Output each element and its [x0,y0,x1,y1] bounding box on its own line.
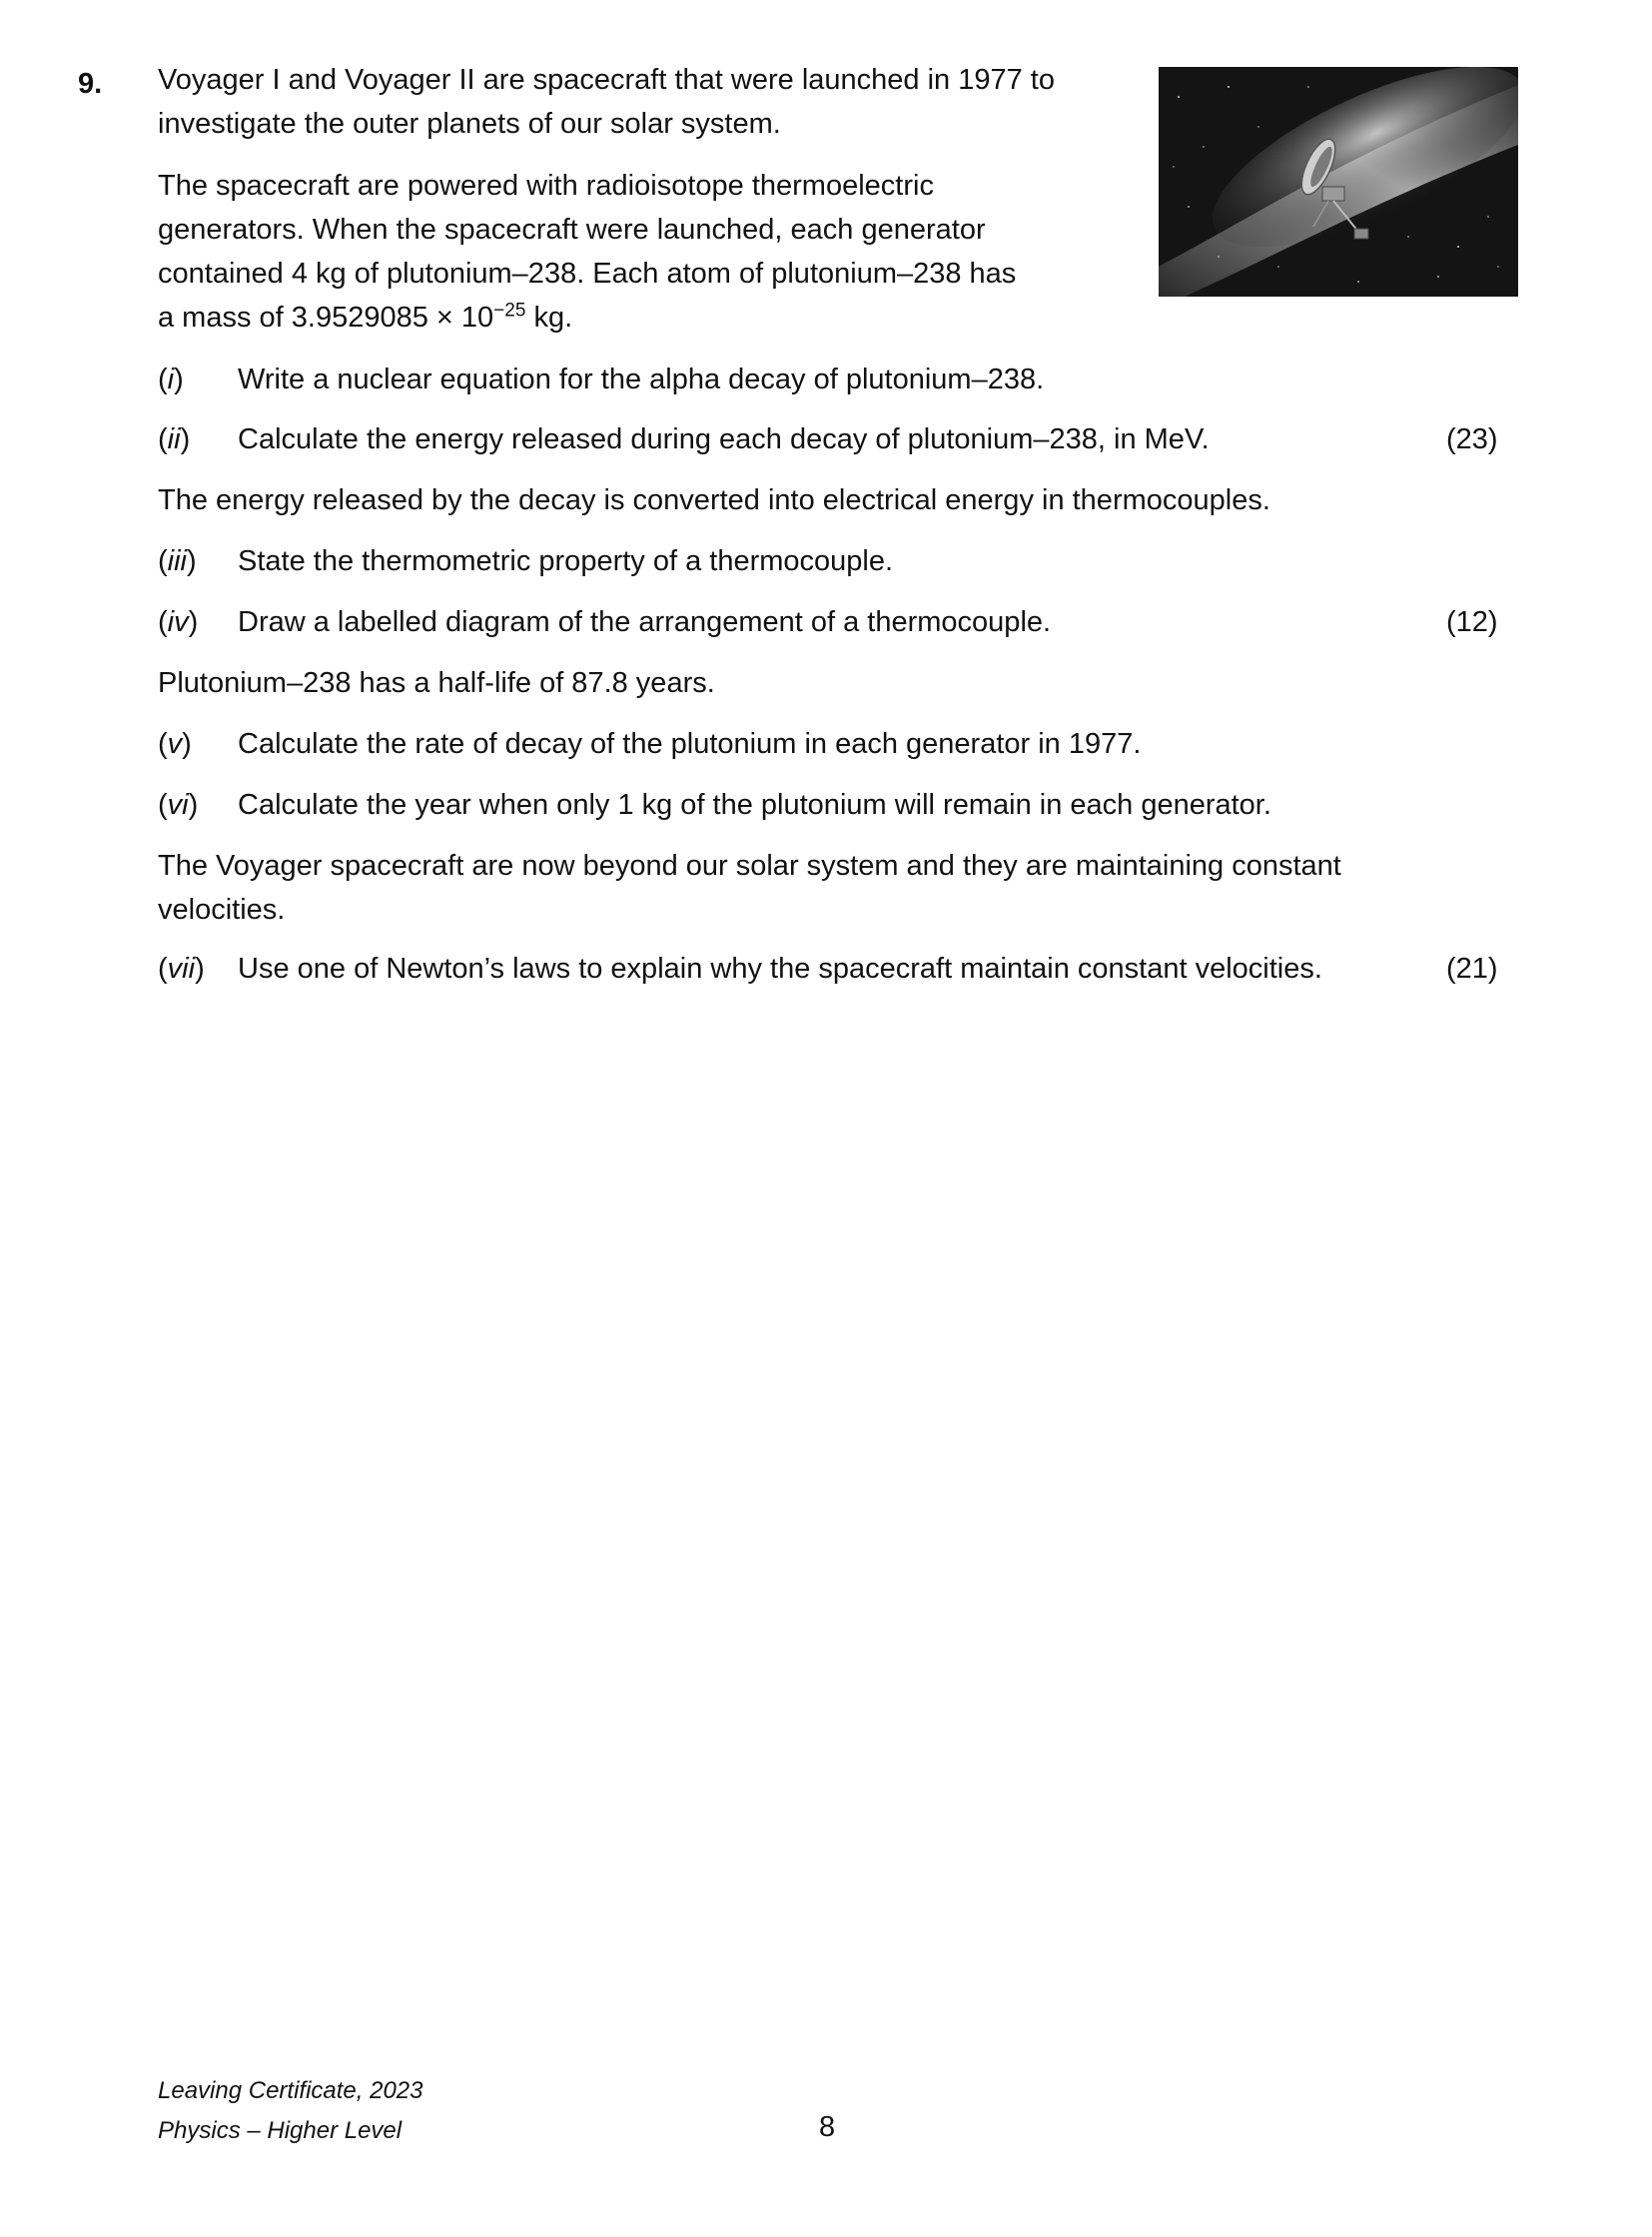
part-iii-text: State the thermometric property of a thermocouple. [238,545,894,577]
part-ii-label: (ii) [158,423,191,455]
part-i-text: Write a nuclear equation for the alpha decay of plutonium–238. [238,364,1045,395]
generator-line-2: generators. When the spacecraft were launched, each generator [158,214,986,246]
part-i-label: (i) [158,364,184,395]
part-ii-text: Calculate the energy released during each decay of plutonium–238, in MeV. [238,423,1210,455]
footer-exam-name: Leaving Certificate, 2023 [158,2077,423,2104]
halflife-sentence: Plutonium–238 has a half-life of 87.8 years. [158,667,715,699]
mass-exponent: −25 [493,300,526,322]
part-v-label: (v) [158,728,192,760]
part-vii-marks: (21) [1446,953,1498,985]
generator-line-3: contained 4 kg of plutonium–238. Each atom of plutonium–238 has [158,258,1017,290]
voyager-spacecraft-photo [1159,67,1518,297]
part-iv-text: Draw a labelled diagram of the arrangement of a thermocouple. [238,606,1052,638]
footer-subject-level: Physics – Higher Level [158,2117,403,2144]
part-vii-label: (vii) [158,953,205,985]
part-ii-marks: (23) [1446,423,1498,455]
part-v-text: Calculate the rate of decay of the plutonium in each generator in 1977. [238,728,1142,760]
part-vi-text: Calculate the year when only 1 kg of the plutonium will remain in each generator. [238,789,1271,821]
intro-line-2: investigate the outer planets of our solar system. [158,108,781,140]
part-vi-label: (vi) [158,789,199,821]
part-i [158,358,1506,401]
part-vii [158,947,1506,991]
voyager-galaxy-image [1159,67,1518,297]
part-vi [158,783,1506,827]
mass-suffix: kg. [525,302,573,334]
page-footer [158,2071,423,2151]
part-iii-label: (iii) [158,545,197,577]
mass-prefix: a mass of 3.9529085 × 10 [158,302,494,334]
voyager-line-2: velocities. [158,894,286,926]
part-ii [158,417,1506,461]
page-number: 8 [819,2111,836,2143]
part-iv-label: (iv) [158,606,199,638]
mass-line [158,296,1157,340]
part-iii [158,539,1506,583]
voyager-paragraph [158,844,1341,932]
intro-line-1: Voyager I and Voyager II are spacecraft that were launched in 1977 to [158,64,1055,96]
generator-paragraph [158,164,1157,340]
part-iv [158,600,1506,644]
thermocouple-sentence: The energy released by the decay is converted into electrical energy in thermocouples. [158,484,1270,516]
part-vii-text: Use one of Newton’s laws to explain why the spacecraft maintain constant velocities. [238,953,1322,985]
voyager-line-1: The Voyager spacecraft are now beyond our solar system and they are maintaining constant [158,850,1341,882]
generator-line-1: The spacecraft are powered with radioisotope thermoelectric [158,170,934,202]
question-number: 9. [78,68,103,100]
intro-paragraph [158,58,1157,146]
part-v [158,722,1506,766]
part-iv-marks: (12) [1446,606,1498,638]
